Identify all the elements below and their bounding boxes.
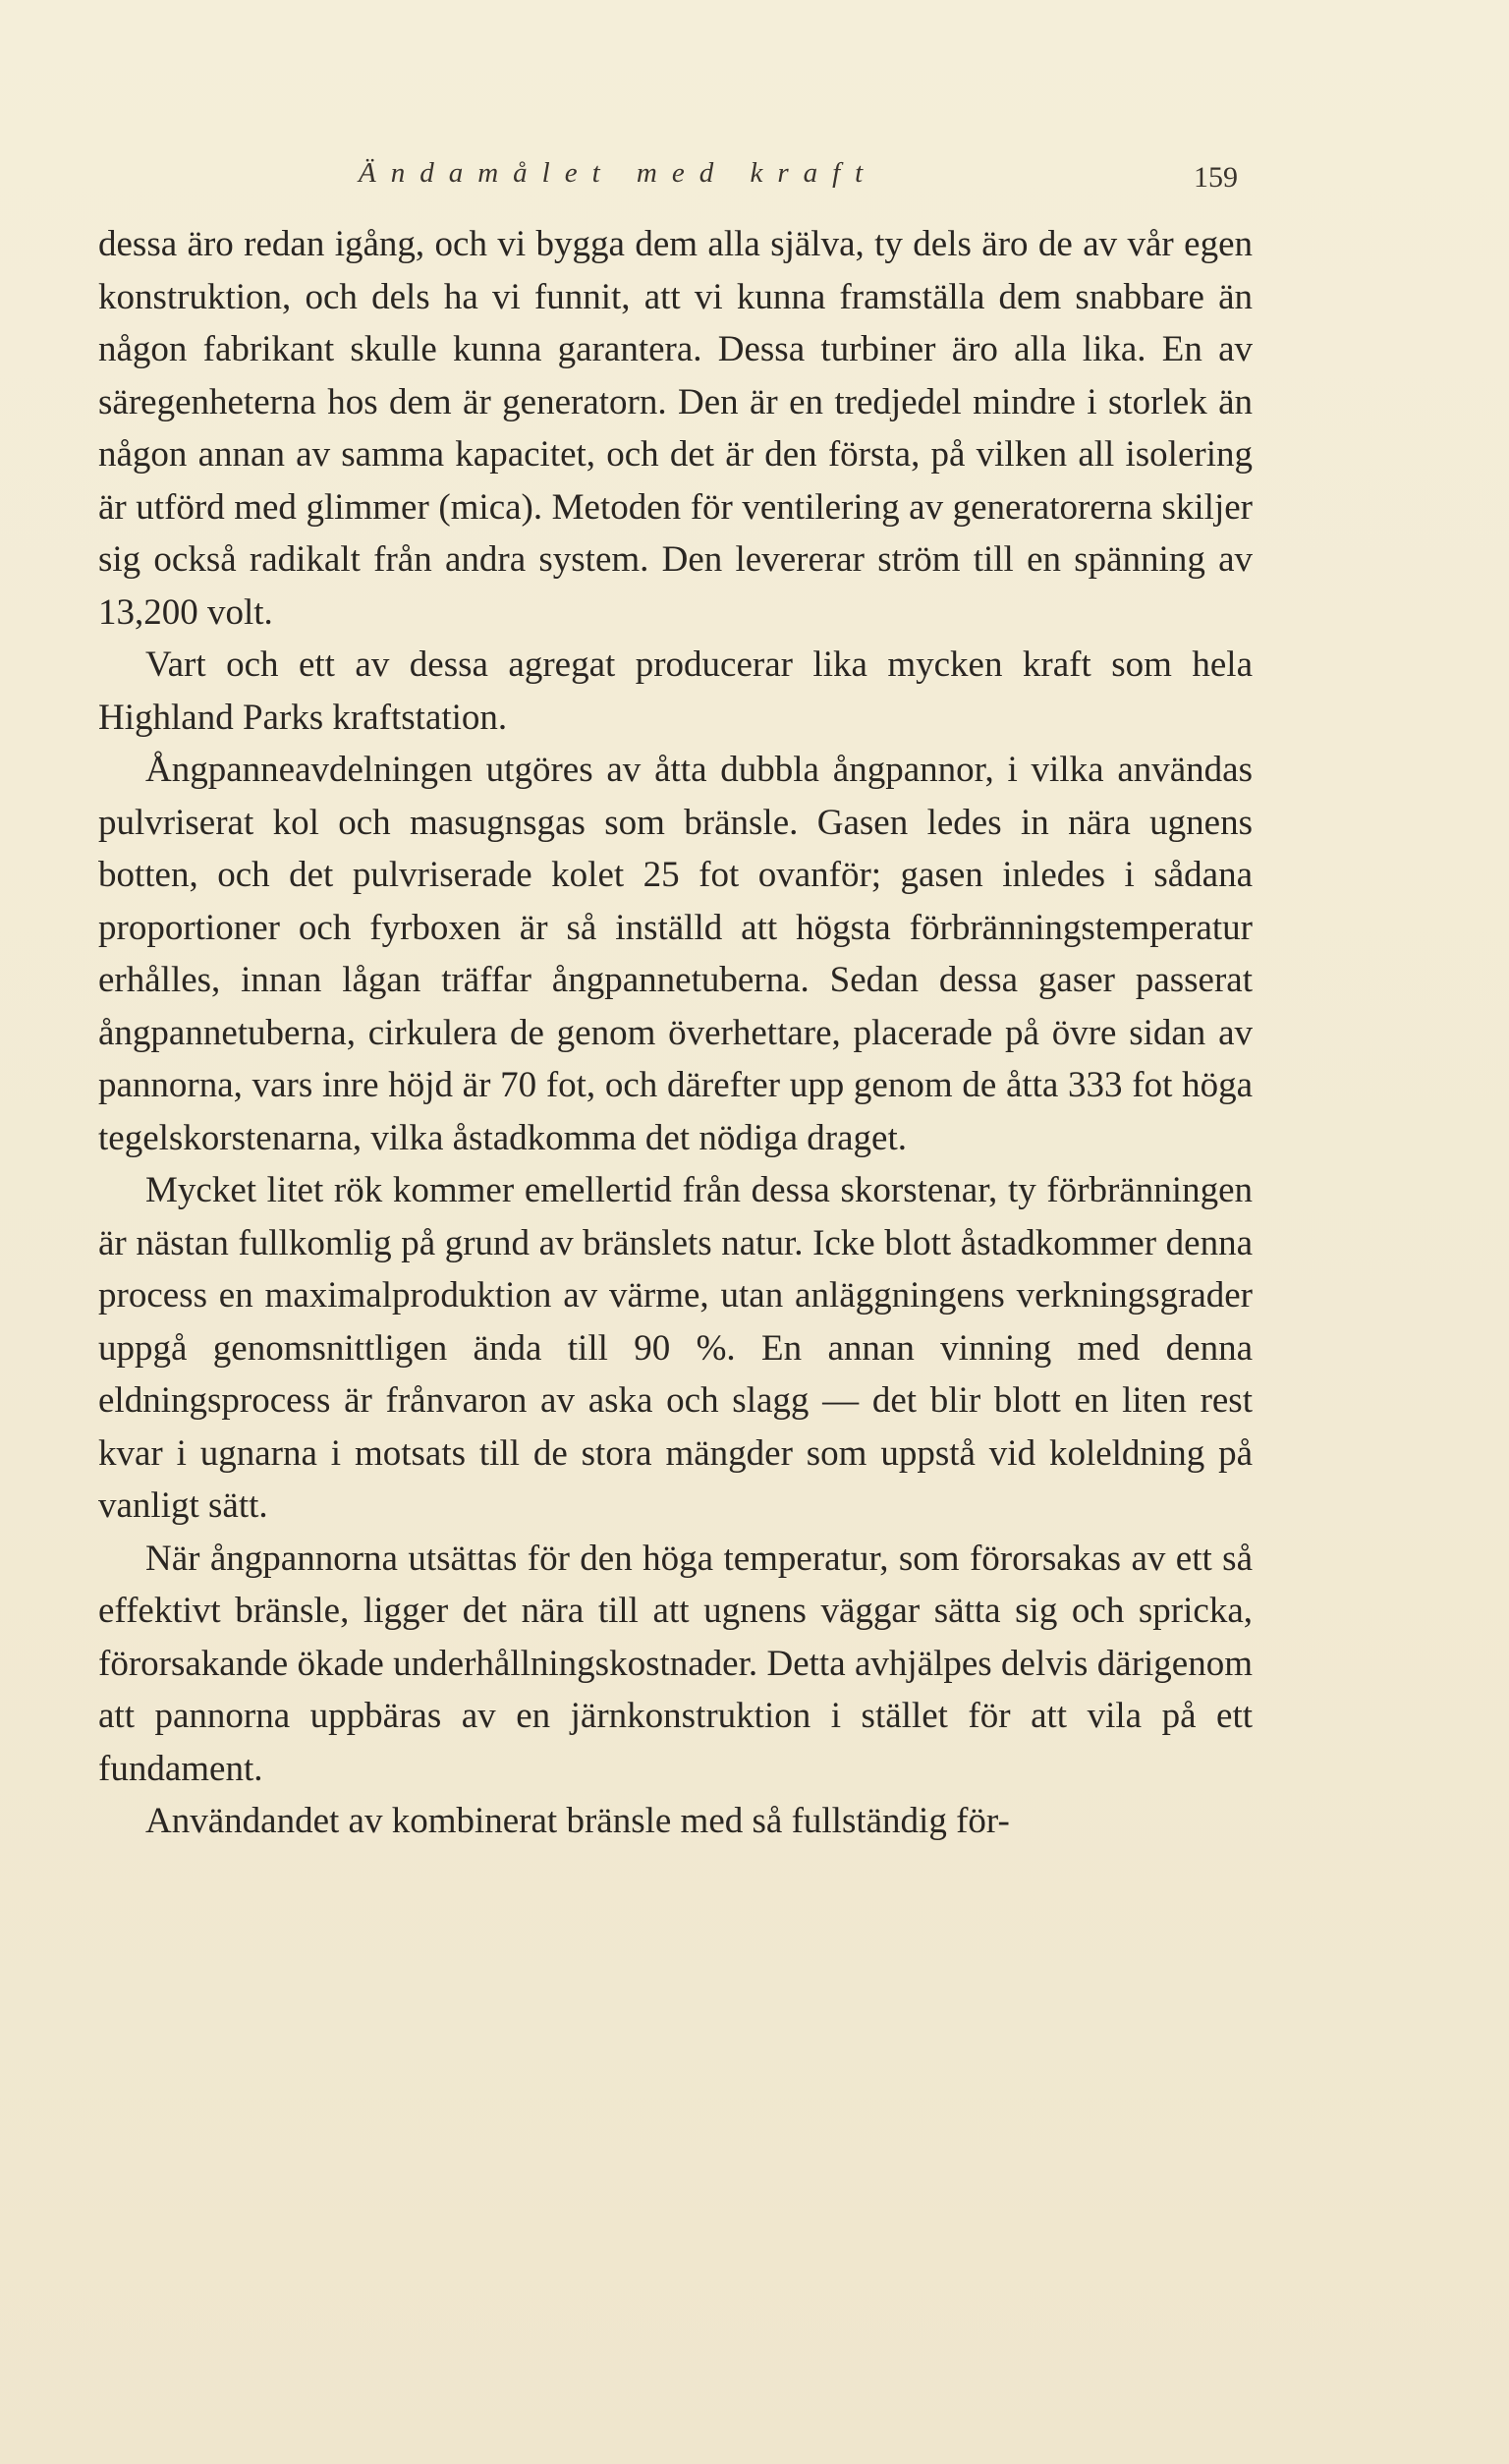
- paragraph: Användandet av kombinerat bränsle med så fullständig för-: [145, 1801, 1010, 1841]
- paragraph-continuation: dessa äro redan igång, och vi bygga dem alla själva, ty dels äro de av vår egen konstruktion, och dels ha vi funnit, att vi kunna framställa dem snabbare än någon fabrikant skulle kunna garantera. Dessa turbiner äro alla lika. En av säregenheterna hos dem är generatorn. Den är en tredjedel mindre i storlek än någon annan av samma kapacitet, och det är den första, på vilken all isolering är utförd med glimmer (mica). Metoden för ventilering av generatorerna skiljer sig också radikalt från andra system. Den levererar ström till en spänning av 13,200 volt.: [98, 224, 1253, 633]
- body-text: [98, 218, 1253, 1848]
- paragraph: När ångpannorna utsättas för den höga temperatur, som förorsakas av ett så effektivt bränsle, ligger det nära till att ugnens väggar sätta sig och spricka, förorsakande ökade underhållningskostnader. Detta avhjälpes delvis därigenom att pannorna uppbäras av en järnkonstruktion i stället för att vila på ett fundament.: [98, 1538, 1253, 1789]
- paragraph: Vart och ett av dessa agregat producerar lika mycken kraft som hela Highland Parks kraftstation.: [98, 644, 1253, 738]
- page-header: [0, 157, 1509, 204]
- paragraph: Mycket litet rök kommer emellertid från dessa skorstenar, ty förbränningen är nästan fullkomlig på grund av bränslets natur. Icke blott åstadkommer denna process en maximalproduktion av värme, utan anläggningens verkningsgrader uppgå genomsnittligen ända till 90 %. En annan vinning med denna eldningsprocess är frånvaron av aska och slagg — det blir blott en liten rest kvar i ugnarna i motsats till de stora mängder som uppstå vid koleldning på vanligt sätt.: [98, 1170, 1253, 1526]
- paragraph: Ångpanneavdelningen utgöres av åtta dubbla ångpannor, i vilka användas pulvriserat kol och masugnsgas som bränsle. Gasen ledes in nära ugnens botten, och det pulvriserade kolet 25 fot ovanför; gasen inledes i sådana proportioner och fyrboxen är så inställd att högsta förbränningstemperatur erhålles, innan lågan träffar ångpannetuberna. Sedan dessa gaser passerat ångpannetuberna, cirkulera de genom överhettare, placerade på övre sidan av pannorna, vars inre höjd är 70 fot, och därefter upp genom de åtta 333 fot höga tegelskorstenarna, vilka åstadkomma det nödiga draget.: [98, 750, 1253, 1158]
- running-title: Ändamålet med kraft: [359, 157, 878, 189]
- page-number: 159: [1194, 161, 1238, 194]
